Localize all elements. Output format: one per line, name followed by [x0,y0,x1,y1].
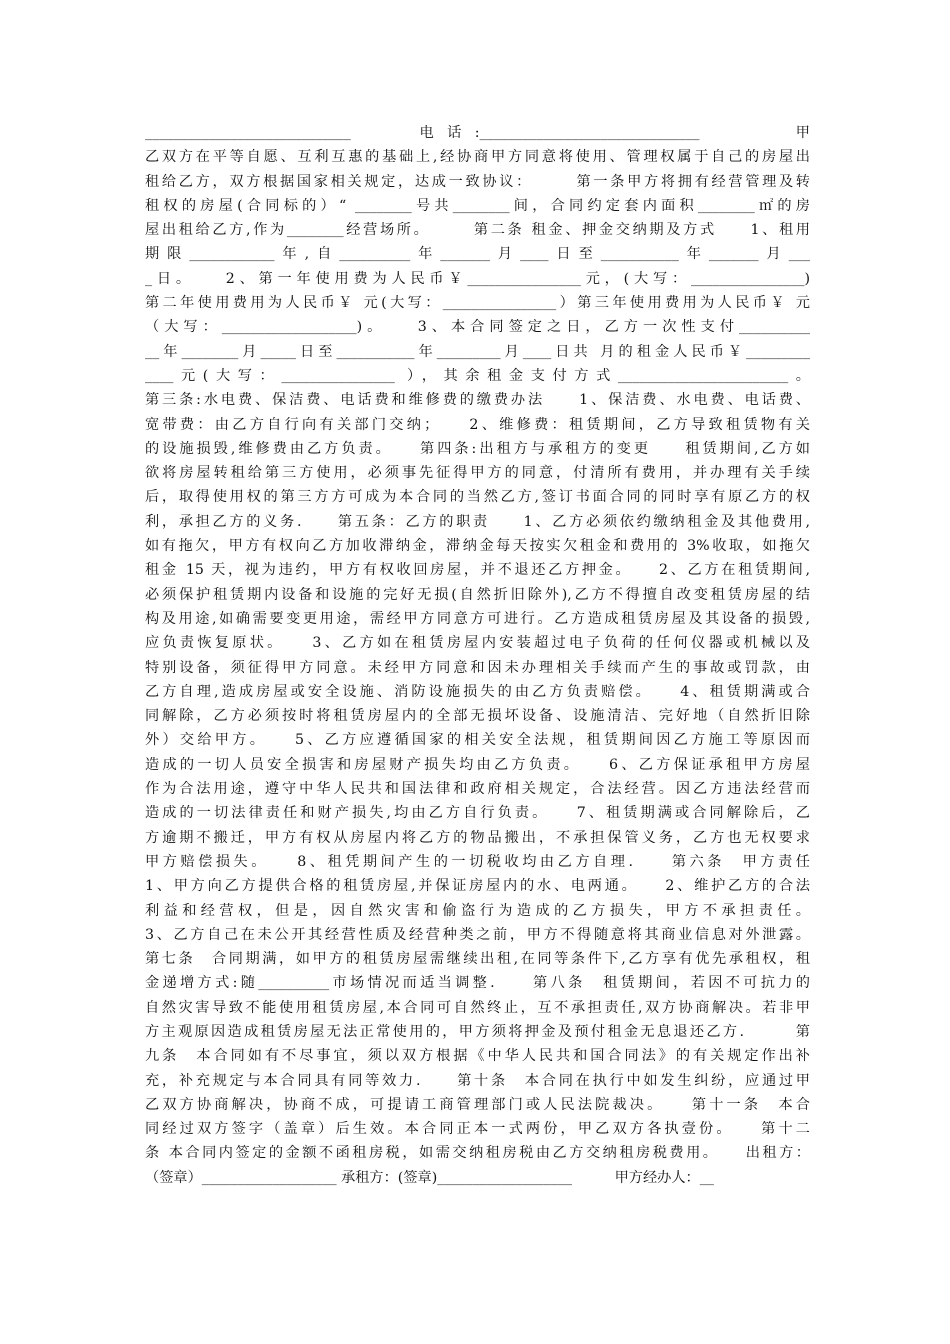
text-line: 构及用途,如确需要变更用途，需经甲方同意方可进行。乙方造成租赁房屋及其设备的损毁, [145,610,810,627]
text-line: 3、乙方自己在未公开其经营性质及经营种类之前，甲方不得随意将其商业信息对外泄露。 [145,926,810,943]
text-line: 的设施损毁,维修费由乙方负责。 第四条:出租方与承租方的变更 租赁期间,乙方如 [145,440,810,457]
text-line: 同解除，乙方必须按时将租赁房屋内的全部无损坏设备、设施清洁、完好地（自然折旧除 [145,708,810,725]
text-line: （大写：___________________)。 3、本合同签定之日，乙方一次性支付__________ [145,319,810,336]
text-line: 条 本合同内签定的金额不函租房税，如需交纳租房税由乙方交纳租房税费用。 出租方： [145,1145,810,1162]
text-line: 宽带费：由乙方自行向有关部门交纳； 2、维修费：租赁期间，乙方导致租赁物有关 [145,416,810,433]
text-line: 屋出租给乙方,作为________经营场所。 第二条 租金、押金交纳期及方式 1、租用 [145,222,810,239]
text-line: 必须保护租赁期内设备和设施的完好无损(自然折旧除外),乙方不得擅自改变租赁房屋的结 [145,586,810,603]
text-line: __年________月_____日至___________年_________月____日共 月的租金人民币￥_________ [145,343,810,360]
text-line: 九条 本合同如有不尽事宜，须以双方根据《中华人民共和国合同法》的有关规定作出补 [145,1048,810,1065]
text-line: 应负责恢复原状。 3、乙方如在租赁房屋内安装超过电子负荷的任何仪器或机械以及 [145,635,810,652]
text-line: 甲方赔偿损失。 8、租凭期间产生的一切税收均由乙方自理. 第六条 甲方责任 [145,853,810,870]
text-line: 租给乙方，双方根据国家相关规定，达成一致协议： 第一条甲方将拥有经营管理及转 [145,173,810,190]
text-line: 第二年使用费用为人民币￥ 元(大写：________________）第三年使用费用为人民币￥ 元 [145,295,810,312]
text-line: 第三条:水电费、保洁费、电话费和维修费的缴费办法 1、保洁费、水电费、电话费、 [145,392,810,409]
text-line: 租金 15 天，视为违约，甲方有权收回房屋，并不退还乙方押金。 2、乙方在租赁期间, [145,562,810,579]
text-line: 外）交给甲方。 5、乙方应遵循国家的相关安全法规，租赁期间因乙方施工等原因而 [145,732,810,749]
text-line: 造成的一切法律责任和财产损失,均由乙方自行负责。 7、租赁期满或合同解除后，乙 [145,805,810,822]
text-line: 租权的房屋(合同标的）“ ________号共________间，合同约定套内面积________㎡的房 [145,197,810,214]
text-line: 特别设备，须征得甲方同意。未经甲方同意和因未办理相关手续而产生的事故或罚款，由 [145,659,810,676]
text-line: _____________________________ 电话:_______________________________ 甲 [145,125,810,141]
text-line: 方逾期不搬迁，甲方有权从房屋内将乙方的物品搬出，不承担保管义务，乙方也无权要求 [145,829,810,846]
text-line: 作为合法用途，遵守中华人民共和国法律和政府相关规定，合法经营。因乙方违法经营而 [145,781,810,798]
text-line: 自然灾害导致不能使用租赁房屋,本合同可自然终止，互不承担责任,双方协商解决。若非甲 [145,999,810,1016]
text-line: 期限____________年,自__________年_______月____日至___________年_______月___ [145,246,810,263]
text-line: 方主观原因造成租赁房屋无法正常使用的，甲方须将押金及预付租金无息退还乙方. 第 [145,1023,810,1040]
text-line: 后，取得使用权的第三方方可成为本合同的当然乙方,签订书面合同的同时享有原乙方的权 [145,489,810,506]
text-line: 金递增方式:随__________市场情况而适当调整. 第八条 租赁期间，若因不可抗力的 [145,975,810,992]
text-line: 充，补充规定与本合同具有同等效力. 第十条 本合同在执行中如发生纠纷，应通过甲 [145,1072,810,1089]
text-line: 利益和经营权，但是，因自然灾害和偷盗行为造成的乙方损失，甲方不承担责任。 [145,902,810,919]
text-line: 同经过双方签字（盖章）后生效。本合同正本一式两份，甲乙双方各执壹份。 第十二 [145,1121,810,1138]
text-line: 1、甲方向乙方提供合格的租赁房屋,并保证房屋内的水、电两通。 2、维护乙方的合法 [145,878,810,895]
text-line: （签章）___________________ 承租方：(签章)___________________ 甲方经办人：__ [145,1169,714,1186]
text-line: 利，承担乙方的义务. 第五条：乙方的职责 1、乙方必须依约缴纳租金及其他费用, [145,513,810,530]
text-line: 欲将房屋转租给第三方使用，必须事先征得甲方的同意，付清所有费用，并办理有关手续 [145,465,810,482]
text-line: 造成的一切人员安全损害和房屋财产损失均由乙方负责。 6、乙方保证承租甲方房屋 [145,756,810,773]
text-line: 乙双方在平等自愿、互利互惠的基础上,经协商甲方同意将使用、管理权属于自己的房屋出 [145,149,810,166]
text-line: ____元(大写：________________ ），其余租金支付方式________________________。 [145,367,810,384]
text-line: 第七条 合同期满，如甲方的租赁房屋需继续出租,在同等条件下,乙方享有优先承租权，租 [145,951,810,968]
text-line: 乙方自理,造成房屋或安全设施、消防设施损失的由乙方负责赔偿。 4、租赁期满或合 [145,683,810,700]
text-line: _日。 2、第一年使用费为人民币￥________________元，(大写：________________) [145,270,810,287]
contract-body [145,121,810,1190]
text-line: 乙双方协商解决，协商不成，可提请工商管理部门或人民法院裁决。 第十一条 本合 [145,1096,810,1113]
text-line: 如有拖欠，甲方有权向乙方加收滞纳金，滞纳金每天按实欠租金和费用的 3%收取，如拖欠 [145,538,810,555]
